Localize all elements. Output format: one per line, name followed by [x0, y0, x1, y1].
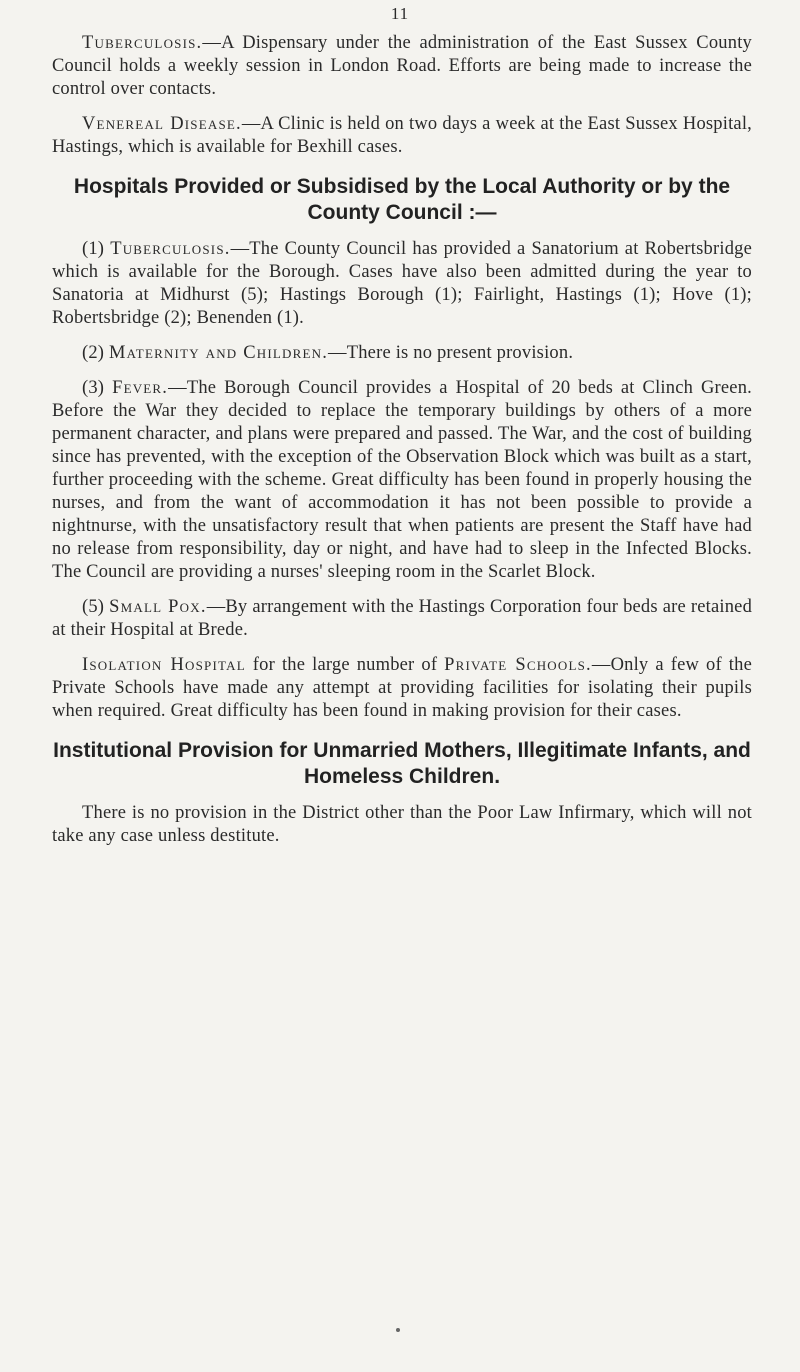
- item-number: (1): [82, 239, 105, 259]
- paragraph-text: —Only a few of the Private Schools have made any attempt at providing facilities for isolating their pupils when required. Great difficulty has been found in making provision for their cases.: [52, 655, 752, 721]
- item-number: (3): [82, 378, 105, 398]
- paragraph-text: for the large number of: [245, 655, 445, 675]
- venereal-disease-paragraph: [52, 113, 752, 159]
- item-text: —The Borough Council provides a Hospital of 20 beds at Clinch Green. Before the War they decided to replace the temporary buildings by others of a more permanent character, and plans were prepared and passed. The War, and the cost of building since has prevented, with the exception of the Observation Block which was built as a start, further proceeding with the scheme. Great difficulty has been found in properly housing the nurses, and from the want of accommodation it has not been possible to provide a nightnurse, with the unsatisfactory result that when patients are present the Staff have had no release from responsibility, day or night, and have had to sleep in the Infected Blocks. The Council are providing a nurses' sleeping room in the Scarlet Block.: [52, 378, 752, 582]
- paragraph-text: —A Clinic is held on two days a week at the East Sussex Hospital, Hastings, which is available for Bexhill cases.: [52, 114, 752, 157]
- item-text: —There is no present provision.: [328, 343, 574, 363]
- paragraph-heading: Venereal Disease.: [82, 114, 242, 134]
- isolation-hospital-paragraph: [52, 654, 752, 723]
- institutional-section-heading: Institutional Provision for Unmarried Mothers, Illegitimate Infants, and Homeless Children.: [53, 739, 751, 788]
- item-heading: Maternity and Children.: [109, 343, 329, 363]
- hospital-item-fever: [52, 377, 752, 584]
- item-number: (2): [82, 343, 105, 363]
- hospital-list: [52, 238, 752, 642]
- institutional-paragraph: There is no provision in the District other than the Poor Law Infirmary, which will not take any case unless destitute.: [52, 803, 752, 846]
- item-text: —By arrangement with the Hastings Corporation four beds are retained at their Hospital at Brede.: [52, 597, 753, 640]
- item-number: (5): [82, 597, 105, 617]
- item-heading: Small Pox.: [109, 597, 207, 617]
- print-speck-mark: [396, 1328, 400, 1332]
- item-heading: Tuberculosis.: [110, 239, 231, 259]
- item-text: —The County Council has provided a Sanatorium at Robertsbridge which is available for the Borough. Cases have also been admitted during the year to Sanatoria at Midhurst (5); Hastings Borough (1); Fairlight, Hastings (1); Hove (1); Robertsbridge (2); Benenden (1).: [52, 239, 752, 328]
- tuberculosis-dispensary-paragraph: [52, 32, 752, 101]
- hospital-item-tuberculosis: [52, 238, 752, 330]
- paragraph-heading: Tuberculosis.: [82, 33, 203, 53]
- hospital-item-maternity: [52, 342, 752, 365]
- hospital-item-small-pox: [52, 596, 752, 642]
- paragraph-text: —A Dispensary under the administration of the East Sussex County Council holds a weekly session in London Road. Efforts are being made to increase the control over contacts.: [52, 33, 752, 99]
- item-heading: Fever.: [112, 378, 169, 398]
- page-number: 11: [390, 4, 410, 23]
- hospitals-section-heading: Hospitals Provided or Subsidised by the Local Authority or by the County Council :—: [73, 175, 731, 224]
- paragraph-heading: Isolation Hospital: [82, 655, 246, 675]
- paragraph-heading-secondary: Private Schools.: [444, 655, 592, 675]
- page-content: [52, 32, 752, 848]
